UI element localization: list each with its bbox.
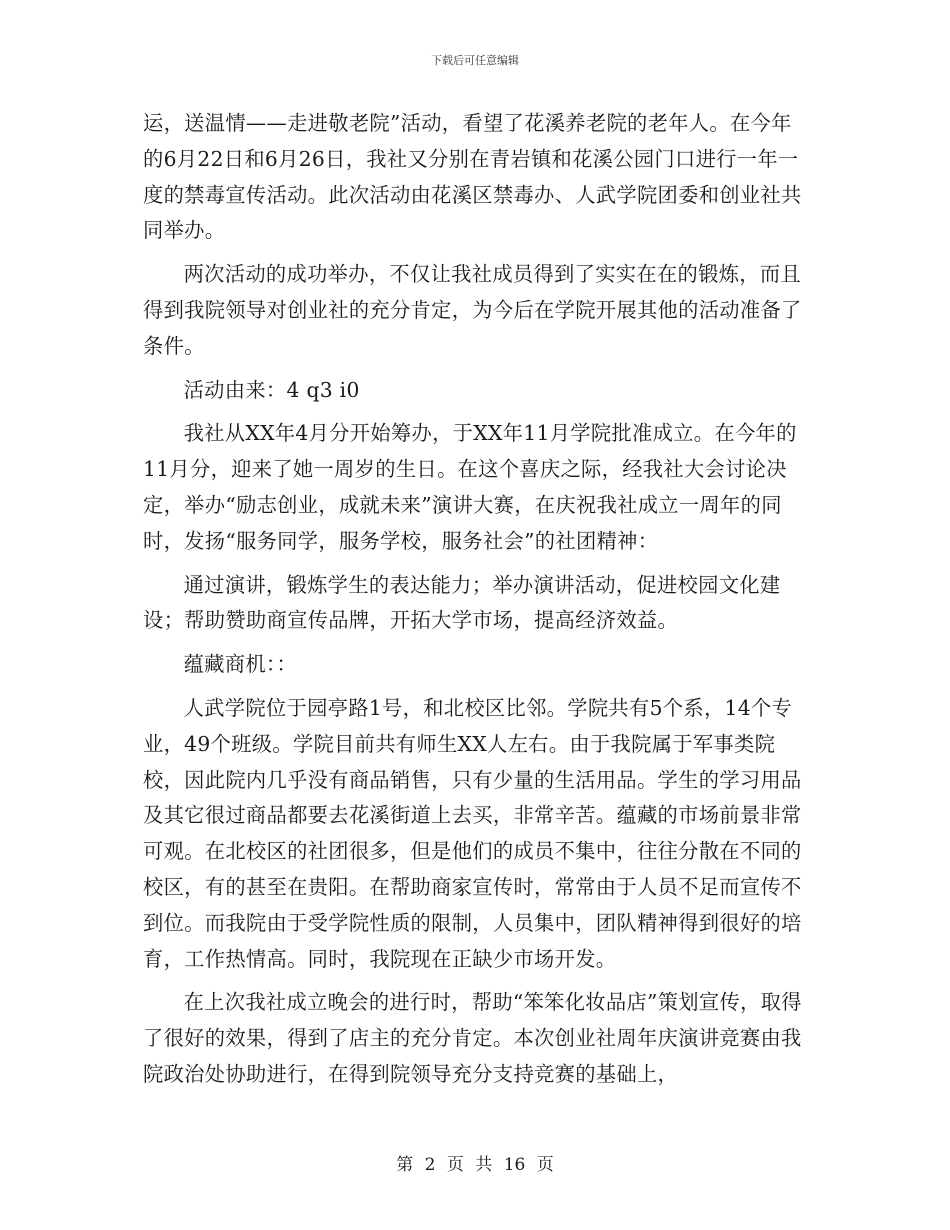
page-header: 下载后可任意编辑	[431, 54, 519, 67]
paragraph: 活动由来：4 q3 i0	[183, 377, 360, 402]
paragraph: 我社从XX年4月分开始筹办，于XX年11月学院批准成立。在今年的11月分，迎来了她一周岁的生日。在这个喜庆之际，经我社大会讨论决定，举办“励志创业，成就未来”演讲大赛，在庆祝我社成立一周年的同时，发扬“服务同学，服务学校，服务社会”的社团精神：	[143, 421, 797, 553]
paragraph: 人武学院位于园亭路1号，和北校区比邻。学院共有5个系，14个专业，49个班级。学院目前共有师生XX人左右。由于我院属于军事类院校，因此院内几乎没有商品销售，只有少量的生活用品。学生的学习用品及其它很过商品都要去花溪街道上去买，非常辛苦。蕴藏的市场前景非常可观。在北校区的社团很多，但是他们的成员不集中，往往分散在不同的校区，有的甚至在贵阳。在帮助商家宣传时，常常由于人员不足而宣传不到位。而我院由于受学院性质的限制，人员集中，团队精神得到很好的培育，工作热情高。同时，我院现在正缺少市场开发。	[143, 695, 802, 971]
paragraph: 在上次我社成立晚会的进行时，帮助“笨笨化妆品店”策划宣传，取得了很好的效果，得到了店主的充分肯定。本次创业社周年庆演讲竞赛由我院政治处协助进行，在得到院领导充分支持竞赛的基础上，	[143, 990, 802, 1086]
paragraph: 运，送温情——走进敬老院”活动，看望了花溪养老院的老年人。在今年的6月22日和6月26日，我社又分别在青岩镇和花溪公园门口进行一年一度的禁毒宣传活动。此次活动由花溪区禁毒办、人武学院团委和创业社共同举办。	[143, 111, 802, 243]
document-body	[143, 106, 811, 1101]
paragraph: 通过演讲，锻炼学生的表达能力；举办演讲活动，促进校园文化建设；帮助赞助商宣传品牌，开拓大学市场，提高经济效益。	[143, 572, 781, 633]
page-footer: 第 2 页 共 16 页	[396, 1155, 554, 1175]
paragraph: 蕴藏商机：：	[183, 652, 297, 677]
paragraph: 两次活动的成功举办，不仅让我社成员得到了实实在在的锻炼，而且得到我院领导对创业社的充分肯定，为今后在学院开展其他的活动准备了条件。	[143, 262, 802, 358]
